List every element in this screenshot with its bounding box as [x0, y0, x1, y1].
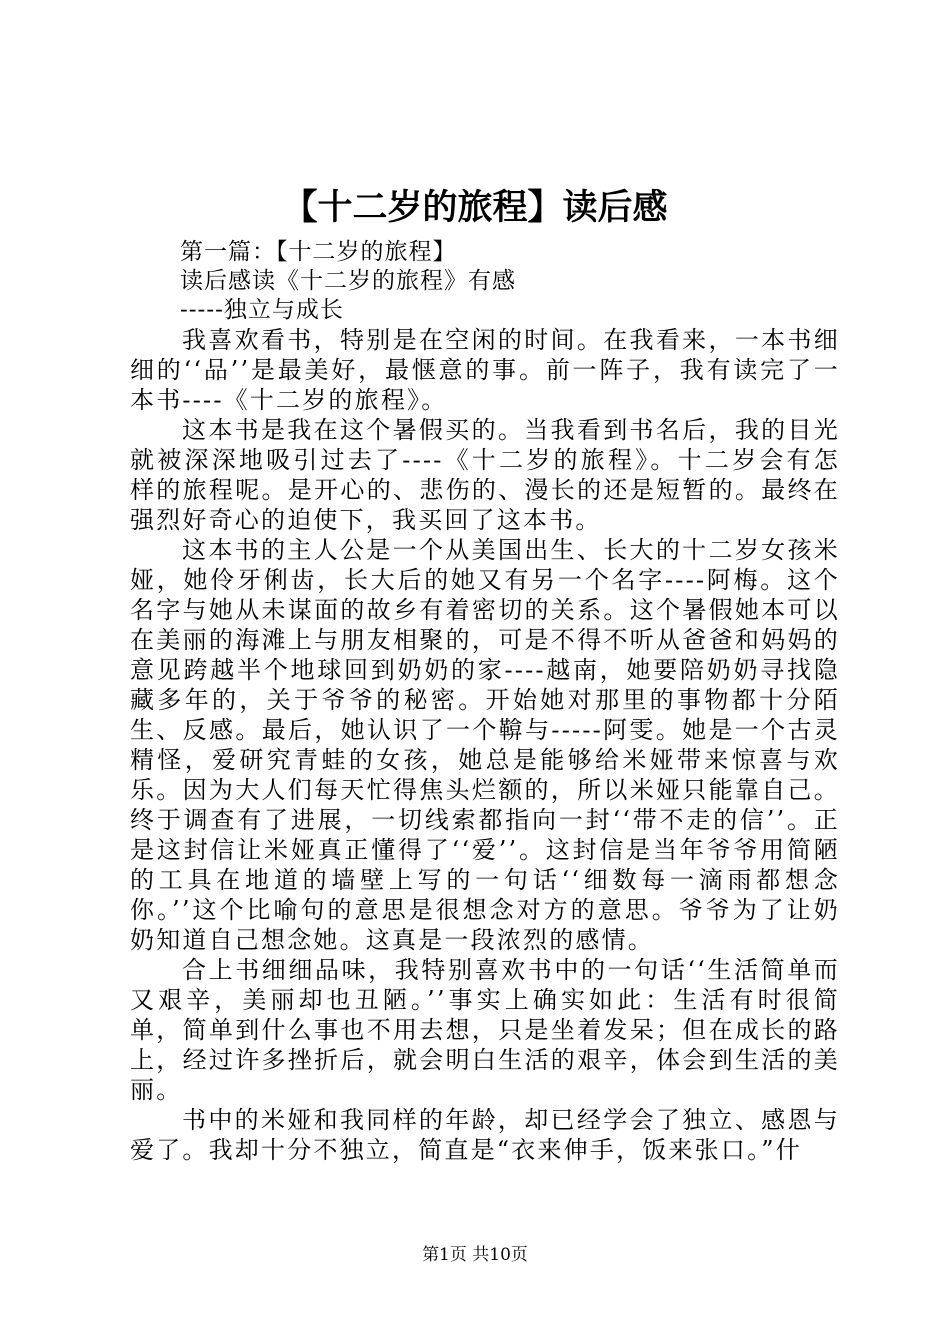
chapter-theme: -----独立与成长: [180, 297, 344, 323]
document-title: 【十二岁的旅程】读后感: [282, 187, 668, 228]
paragraph-3: 这本书的主人公是一个从美国出生、长大的十二岁女孩米娅，她伶牙俐齿，长大后的她又有另一个名字----阿梅。这个名字与她从未谋面的故乡有着密切的关系。这个暑假她本可以在美丽的海滩上与朋友相聚的，可是不得不听从爸爸和妈妈的意见跨越半个地球回到奶奶的家----越南，她要陪奶奶寻找隐藏多年的，关于爷爷的秘密。开始她对那里的事物都十分陌生、反感。最后，她认识了一个鞥与-----阿雯。她是一个古灵精怪，爱研究青蛙的女孩，她总是能够给米娅带来惊喜与欢乐。因为大人们每天忙得焦头烂额的，所以米娅只能靠自己。终于调查有了进展，一切线索都指向一封‘‘带不走的信’’。正是这封信让米娅真正懂得了‘‘爱’’。这封信是当年爷爷用简陋的工具在地道的墙壁上写的一句话‘‘细数每一滴雨都想念你。’’这个比喻句的意思是很想念对方的意思。爷爷为了让奶奶知道自己想念她。这真是一段浓烈的感情。: [130, 536, 840, 954]
page-number-footer: 第1页 共10页: [422, 1245, 528, 1265]
paragraph-4: 合上书细细品味，我特别喜欢书中的一句话‘‘生活简单而又艰辛，美丽却也丑陋。’’事实上确实如此：生活有时很简单，简单到什么事也不用去想，只是坐着发呆；但在成长的路上，经过许多挫折后，就会明白生活的艰辛，体会到生活的美丽。: [130, 956, 840, 1104]
paragraph-5: 书中的米娅和我同样的年龄，却已经学会了独立、感恩与爱了。我却十分不独立，简直是“衣来伸手，饭来张口。”什: [130, 1106, 840, 1164]
paragraph-1: 我喜欢看书，特别是在空闲的时间。在我看来，一本书细细的‘‘品’’是最美好，最惬意的事。前一阵子，我有读完了一本书----《十二岁的旅程》。: [130, 326, 840, 414]
document-body: [130, 238, 840, 1165]
paragraph-2: 这本书是我在这个暑假买的。当我看到书名后，我的目光就被深深地吸引过去了----《十二岁的旅程》。十二岁会有怎样的旅程呢。是开心的、悲伤的、漫长的还是短暂的。最终在强烈好奇心的迫使下，我买回了这本书。: [130, 416, 840, 534]
chapter-subtitle: 读后感读《十二岁的旅程》有感: [180, 268, 516, 294]
chapter-heading: 第一篇：【十二岁的旅程】: [180, 239, 457, 265]
